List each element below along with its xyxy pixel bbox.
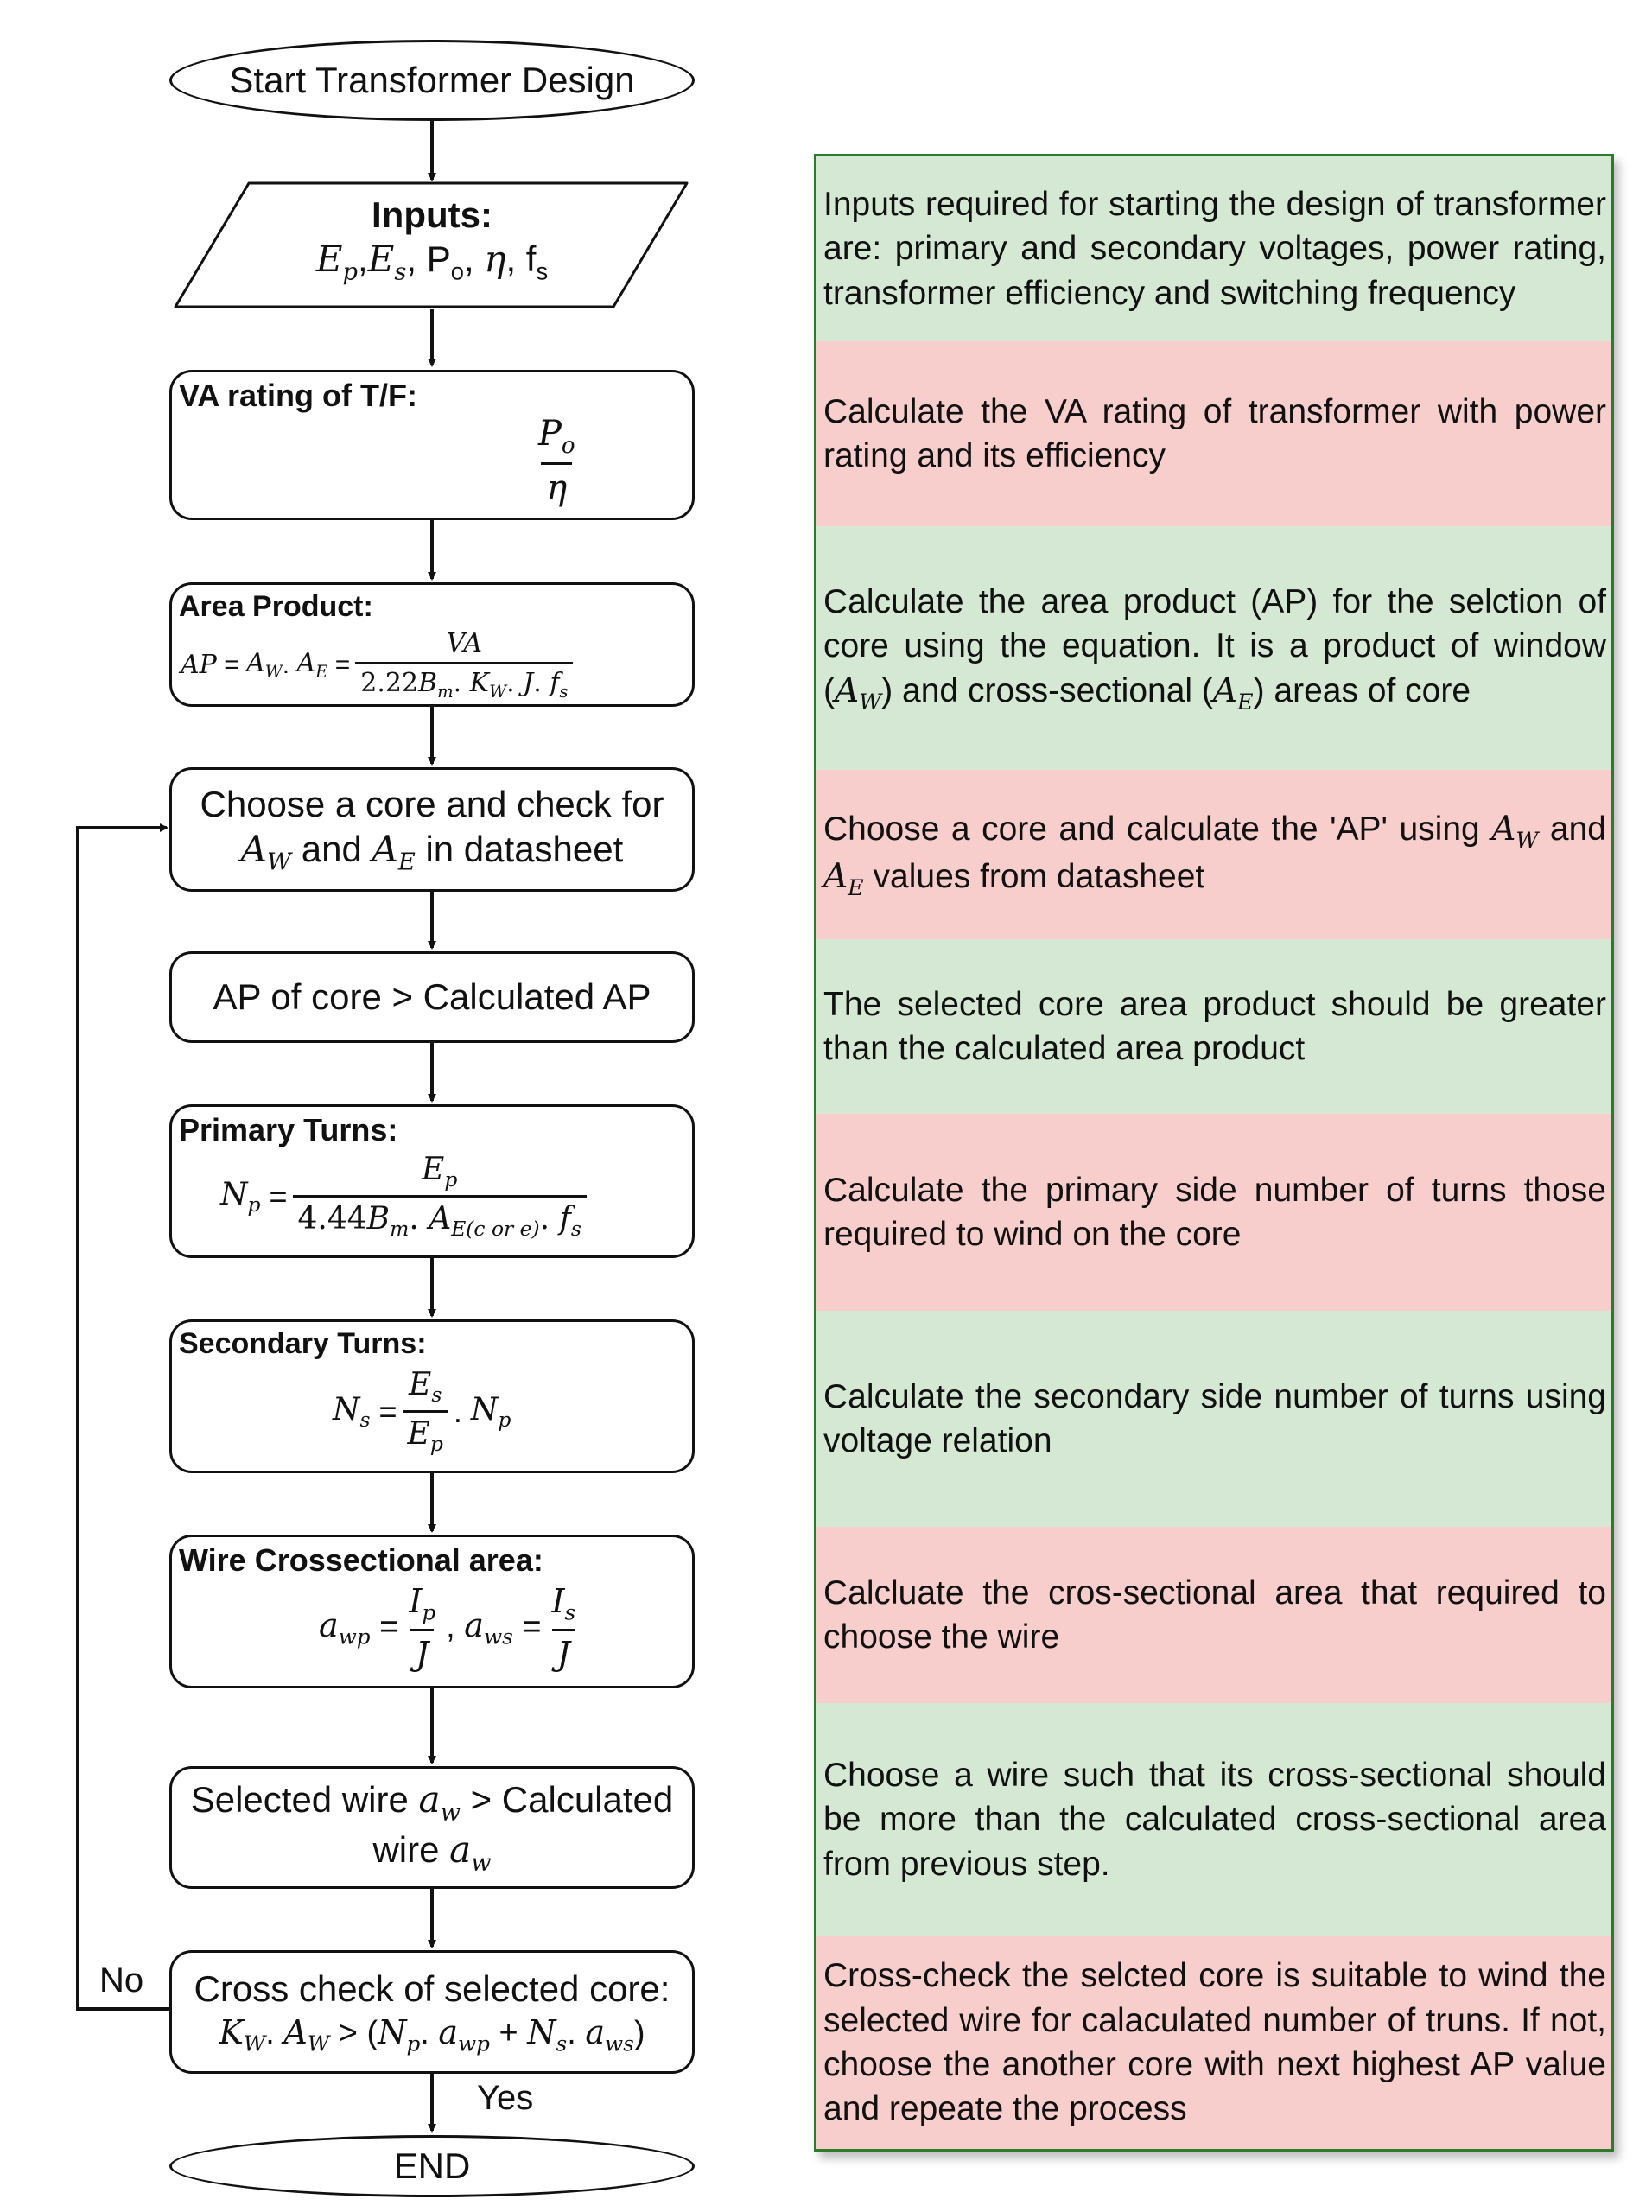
va-rating-box <box>169 370 695 520</box>
selected-wire-box <box>169 1766 695 1889</box>
ap-compare-label: AP of core > Calculated AP <box>213 976 651 1017</box>
desc-choose-core: Choose a core and calculate the 'AP' using $A_W$ and $A_E$ values from datasheet <box>816 770 1611 939</box>
area-product-box <box>169 582 695 707</box>
va-rating-title: VA rating of T/F: <box>179 378 417 413</box>
eta-symbol: η <box>484 238 506 280</box>
desc-secondary-turns: Calculate the secondary side number of turns using voltage relation <box>816 1311 1611 1527</box>
yes-label: Yes <box>477 2079 534 2117</box>
desc-wire-area: Calcluate the cros-sectional area that required to choose the wire <box>816 1527 1611 1703</box>
secondary-turns-box <box>169 1319 695 1473</box>
desc-va-rating: Calculate the VA rating of transformer with power rating and its efficiency <box>816 341 1611 526</box>
end-terminator <box>169 2135 695 2197</box>
cross-check-formula: $K_W$. $A_W > (N_p$. $a_{wp} + N_s$. $a_{ws}$) <box>219 2012 645 2056</box>
wire-area-title: Wire Crossectional area: <box>179 1542 543 1578</box>
secondary-turns-formula: $N_s$ = $\frac{E_s}{E_p}$ . $N_p$ <box>333 1367 511 1457</box>
inputs-title: Inputs: <box>372 194 492 235</box>
arrow-no-loop <box>78 828 169 2009</box>
primary-turns-box <box>169 1104 695 1258</box>
wire-area-formula: $a_{wp}$ = $\frac{I_p}{J}$ , $a_{ws}$ = $\frac{I_s}{J}$ <box>319 1582 576 1673</box>
desc-inputs: Inputs required for starting the design of transformer are: primary and secondary voltages, power rating, transformer efficiency and switching frequency <box>816 156 1611 341</box>
ap-compare-box <box>169 951 695 1043</box>
choose-core-line1: Choose a core and check for <box>200 783 664 824</box>
choose-core-line2: $A_W$ and $A_E$ in datasheet <box>240 828 624 876</box>
start-label: Start Transformer Design <box>229 60 635 100</box>
inputs-vars: $E_p,E_s$, $P_o$, η, $f_s$ <box>315 238 549 286</box>
selected-wire-line1: Selected wire $a_w$ > Calculated <box>190 1777 674 1826</box>
area-product-title: Area Product: <box>179 590 373 623</box>
selected-wire-line2: wire $a_w$ <box>372 1828 492 1877</box>
cross-check-label: Cross check of selected core: <box>194 1968 670 2010</box>
va-formula: $\frac{P_o}{\eta}$ <box>538 414 575 508</box>
primary-turns-formula: $N_p$ = $\frac{E_p}{4.44B_m. A_{E(c or e)}. f_s}$ <box>220 1152 592 1241</box>
desc-area-product: Calculate the area product (AP) for the selction of core using the equation. It is a product of window $(A_W)$ and cross-sectional $(A_E)$ areas of core <box>816 526 1611 770</box>
inputs-box <box>225 194 639 285</box>
primary-turns-title: Primary Turns: <box>179 1112 398 1147</box>
desc-cross-check: Cross-check the selcted core is suitable to wind the selected wire for calaculated number of truns. If not, choose the another core with next highest AP value and repeate the process <box>816 1936 1611 2149</box>
desc-primary-turns: Calculate the primary side number of turns those required to wind on the core <box>816 1114 1611 1311</box>
description-panel <box>814 154 1614 2152</box>
no-label: No <box>99 1961 144 1999</box>
wire-area-box <box>169 1535 695 1688</box>
desc-selected-wire: Choose a wire such that its cross-sectional should be more than the calculated cross-sectional area from previous step. <box>816 1703 1611 1936</box>
choose-core-box <box>169 767 695 892</box>
secondary-turns-title: Secondary Turns: <box>179 1327 427 1360</box>
cross-check-box <box>169 1950 695 2074</box>
end-label: END <box>393 2145 471 2186</box>
area-product-formula: AP = $A_W$ . $A_E$ = $\frac{VA}{2.22B_m. K_W. J. f_s}$ <box>181 628 578 702</box>
desc-ap-compare: The selected core area product should be greater than the calculated area product <box>816 939 1611 1114</box>
